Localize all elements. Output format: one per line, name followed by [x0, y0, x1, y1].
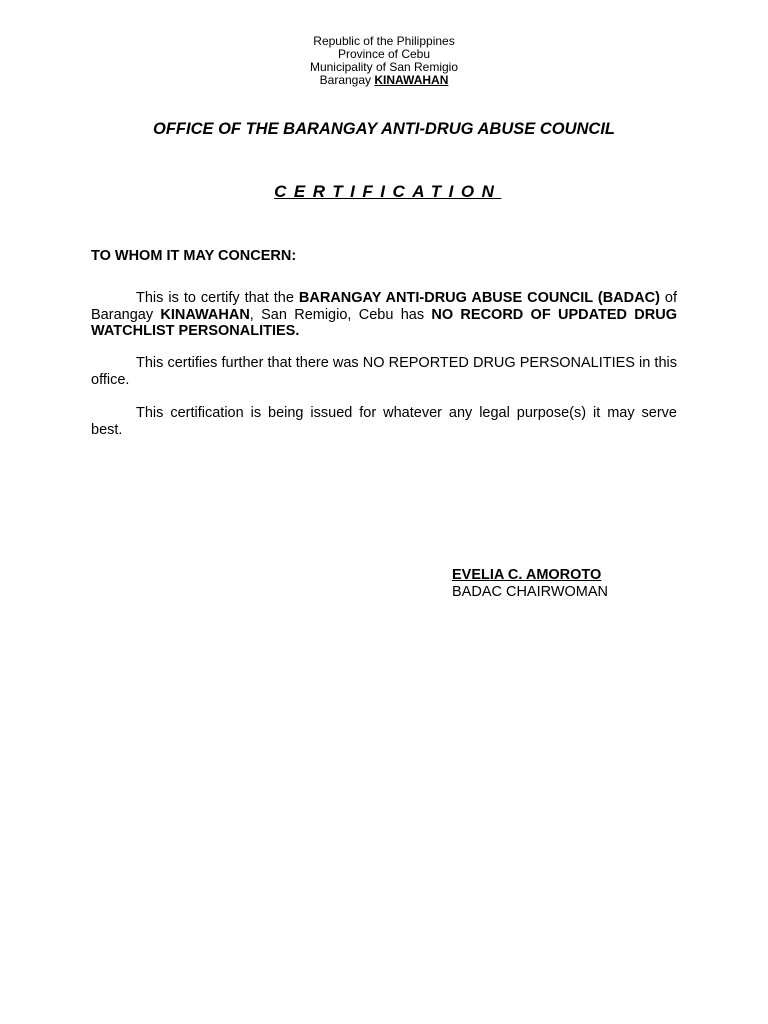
- paragraph-certify-council: BARANGAY ANTI-DRUG ABUSE COUNCIL (BADAC): [298, 290, 660, 306]
- office-title: OFFICE OF THE BARANGAY ANTI-DRUG ABUSE COUNCIL: [153, 120, 615, 138]
- certification-title: [0, 182, 768, 202]
- signatory-name: EVELIA C. AMOROTO: [452, 567, 602, 583]
- paragraph-certify-no-record: NO RECORD OF UPDATED DRUG WATCHLIST PERSONALITIES.: [91, 306, 677, 339]
- letterhead: [0, 35, 768, 87]
- signatory-block: [452, 567, 608, 601]
- paragraph-certify-text-3: , San Remigio, Cebu has: [249, 306, 432, 323]
- salutation: TO WHOM IT MAY CONCERN:: [91, 248, 297, 264]
- letterhead-province: Province of Cebu: [337, 47, 431, 61]
- paragraph-certify: [91, 290, 677, 340]
- paragraph-certify-text-1: This is to certify that the: [136, 290, 299, 306]
- letterhead-municipality: Municipality of San Remigio: [309, 60, 459, 74]
- paragraph-certify-text-2: of Barangay: [91, 290, 677, 323]
- letterhead-barangay-line: [0, 74, 768, 87]
- certification-title-text: CERTIFICATION: [274, 182, 502, 201]
- paragraph-purpose: This certification is being issued for whatever any legal purpose(s) it may serve best.: [91, 405, 677, 438]
- letterhead-republic: Republic of the Philippines: [313, 34, 455, 48]
- signatory-position: BADAC CHAIRWOMAN: [452, 584, 609, 600]
- letterhead-barangay-name: KINAWAHAN: [374, 73, 449, 87]
- paragraph-certify-barangay: KINAWAHAN: [160, 306, 250, 323]
- letterhead-barangay-prefix: Barangay: [319, 73, 372, 87]
- paragraph-further: This certifies further that there was NO REPORTED DRUG PERSONALITIES in this office.: [91, 355, 677, 388]
